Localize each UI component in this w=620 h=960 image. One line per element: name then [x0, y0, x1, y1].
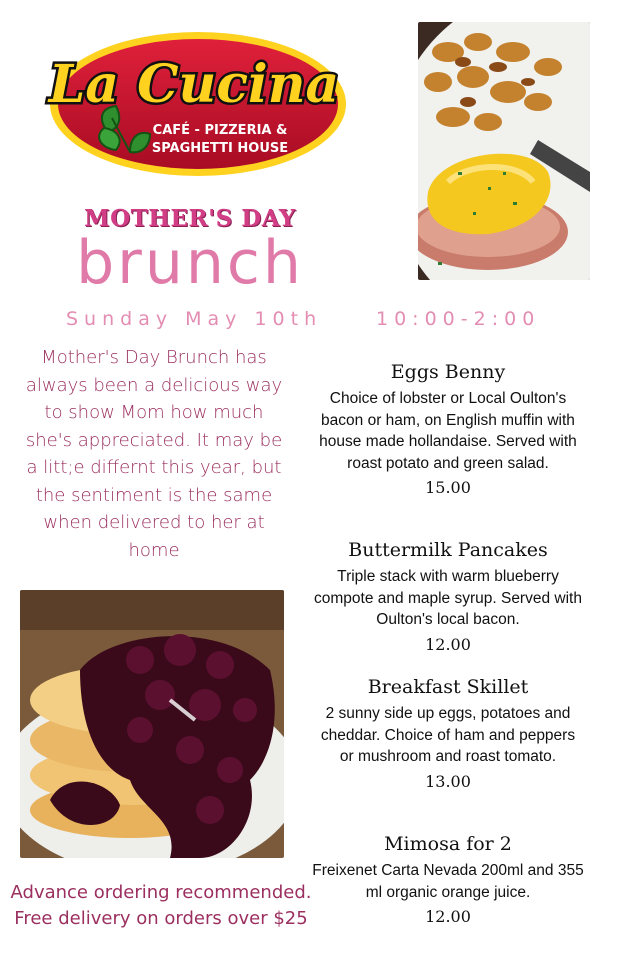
menu-item-price: 12.00 [425, 634, 471, 654]
logo-tagline-line2: SPAGHETTI HOUSE [151, 141, 289, 156]
logo-tagline-line1: CAFÉ - PIZZERIA & [152, 123, 288, 138]
menu-item-eggs-benny [312, 360, 584, 499]
logo-wordmark: La Cucina [48, 54, 340, 115]
menu-item-breakfast-skillet [312, 675, 584, 793]
menu-item-price: 12.00 [425, 907, 471, 926]
menu-item-description: 2 sunny side up eggs, potatoes and cheddar. Choice of ham and peppers or mushroom and roast tomato. [320, 705, 576, 765]
footer-ordering-note: Advance ordering recommended. [10, 882, 312, 903]
menu-item-price: 15.00 [425, 478, 471, 497]
event-date: Sunday May 10th [66, 308, 323, 330]
intro-paragraph: Mother's Day Brunch has always been a delicious way to show Mom how much she's appreciated. It may be a litt;e differnt this year, but the sentiment is the same when delivered to her at home [25, 347, 283, 561]
menu-item-buttermilk-pancakes [312, 538, 584, 656]
menu-item-name: Breakfast Skillet [367, 676, 529, 698]
menu-item-name: Eggs Benny [390, 361, 506, 383]
menu-item-price: 13.00 [425, 771, 471, 791]
menu-item-name: Mimosa for 2 [384, 833, 512, 855]
footer-note [6, 880, 316, 932]
menu-item-description: Freixenet Carta Nevada 200ml and 355 ml organic orange juice. [312, 862, 584, 901]
headline-brunch: brunch [76, 228, 304, 298]
menu-item-mimosa [312, 832, 584, 928]
eggs-benedict-photo [418, 22, 590, 280]
event-time: 10:00-2:00 [376, 308, 541, 330]
headline-mothers-day: MOTHER'S DAY [84, 205, 296, 232]
restaurant-logo [38, 22, 350, 182]
pancakes-photo [20, 590, 284, 858]
menu-item-description: Triple stack with warm blueberry compote and maple syrup. Served with Oulton's local bacon. [314, 568, 582, 628]
menu-item-description: Choice of lobster or Local Oulton's bacon or ham, on English muffin with house made hollandaise. Served with roast potato and green salad. [319, 390, 577, 472]
footer-delivery-note: Free delivery on orders over $25 [14, 908, 308, 929]
menu-item-name: Buttermilk Pancakes [348, 539, 548, 561]
